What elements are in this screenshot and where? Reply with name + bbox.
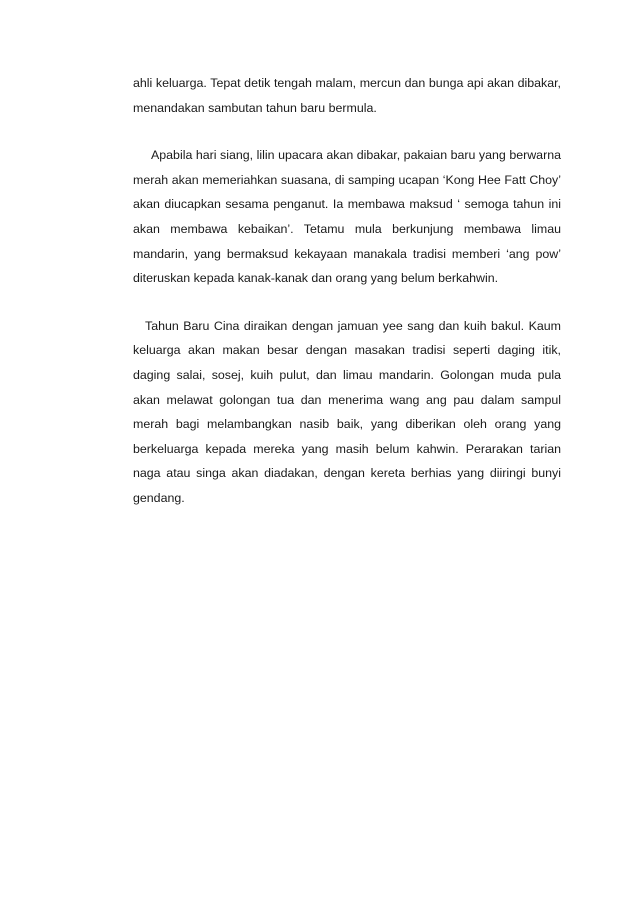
paragraph-1: ahli keluarga. Tepat detik tengah malam, mercun dan bunga api akan dibakar, menandakan sambutan tahun baru bermula. xyxy=(133,76,561,115)
paragraph-3: Tahun Baru Cina diraikan dengan jamuan yee sang dan kuih bakul. Kaum keluarga akan makan besar dengan masakan tradisi seperti daging itik, daging salai, sosej, kuih pulut, dan limau mandarin. Golongan muda pula akan melawat golongan tua dan menerima wang ang pau dalam sampul merah bagi melambangkan nasib baik, yang diberikan oleh orang yang berkeluarga kepada mereka yang masih belum kahwin. Perarakan tarian naga atau singa akan diadakan, dengan kereta berhias yang diiringi bunyi gendang. xyxy=(133,318,561,505)
document-body xyxy=(133,71,561,511)
paragraph-2: Apabila hari siang, lilin upacara akan dibakar, pakaian baru yang berwarna merah akan memeriahkan suasana, di samping ucapan ‘Kong Hee Fatt Choy’ akan diucapkan sesama penganut. Ia membawa maksud ‘ semoga tahun ini akan membawa kebaikan’. Tetamu mula berkunjung membawa limau mandarin, yang bermaksud kekayaan manakala tradisi memberi ‘ang pow’ diteruskan kepada kanak-kanak dan orang yang belum berkahwin. xyxy=(133,148,561,286)
